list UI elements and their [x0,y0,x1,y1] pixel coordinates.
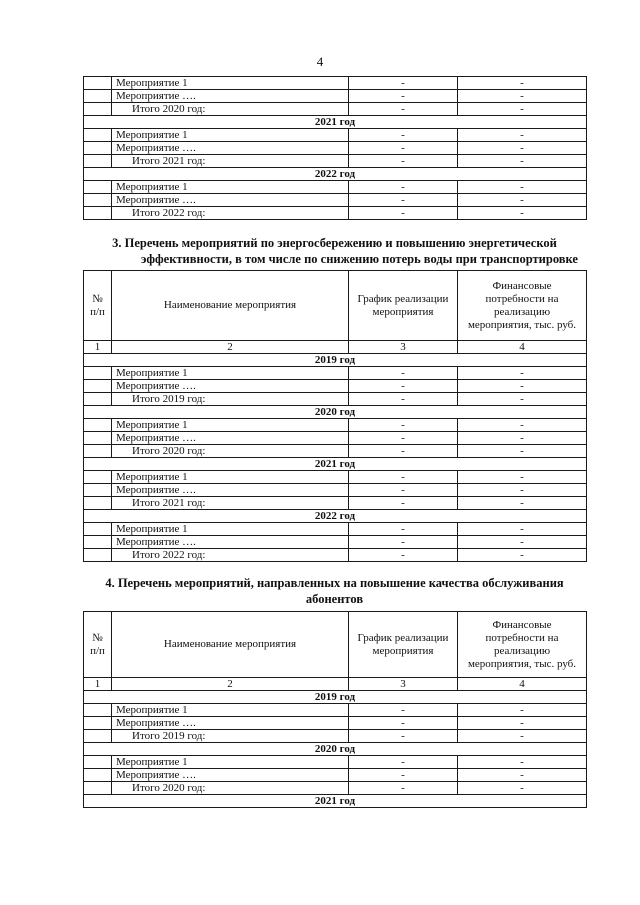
row-number-cell [84,445,112,458]
page-number: 4 [316,54,324,69]
table-row [84,380,587,393]
table-row [84,484,587,497]
row-number-cell [84,497,112,510]
col-number: 4 [458,678,587,691]
event-name-cell: Итого 2019 год: [112,730,349,743]
table-row [84,756,587,769]
finance-cell: - [458,523,587,536]
finance-cell: - [458,77,587,90]
table-row [84,471,587,484]
schedule-cell: - [349,194,458,207]
col-header-number: № п/п [84,271,112,341]
schedule-cell: - [349,730,458,743]
total-row [84,445,587,458]
schedule-cell: - [349,103,458,116]
year-label: 2022 год [84,510,587,523]
col-number: 1 [84,678,112,691]
schedule-cell: - [349,77,458,90]
finance-cell: - [458,497,587,510]
table-row [84,142,587,155]
event-name-cell: Мероприятие 1 [112,367,349,380]
event-name-cell: Итого 2020 год: [112,782,349,795]
section-4-title-line2: абонентов [305,592,364,606]
finance-cell: - [458,484,587,497]
event-name-cell: Итого 2020 год: [112,445,349,458]
event-name-cell: Мероприятие …. [112,536,349,549]
top-table [83,76,587,220]
event-name-cell: Мероприятие 1 [112,77,349,90]
section-4-table [83,611,587,808]
finance-cell: - [458,367,587,380]
schedule-cell: - [349,207,458,220]
event-name-cell: Мероприятие …. [112,142,349,155]
finance-cell: - [458,730,587,743]
schedule-cell: - [349,497,458,510]
event-name-cell: Мероприятие 1 [112,181,349,194]
row-number-cell [84,90,112,103]
col-header-schedule: График реализации мероприятия [349,612,458,678]
finance-cell: - [458,471,587,484]
table-row [84,181,587,194]
event-name-cell: Мероприятие 1 [112,523,349,536]
year-label: 2021 год [84,458,587,471]
total-row [84,782,587,795]
schedule-cell: - [349,155,458,168]
table-row [84,419,587,432]
column-numbers-row [84,341,587,354]
schedule-cell: - [349,769,458,782]
row-number-cell [84,730,112,743]
schedule-cell: - [349,523,458,536]
row-number-cell [84,471,112,484]
schedule-cell: - [349,367,458,380]
finance-cell: - [458,207,587,220]
row-number-cell [84,756,112,769]
row-number-cell [84,523,112,536]
event-name-cell: Мероприятие …. [112,769,349,782]
finance-cell: - [458,536,587,549]
schedule-cell: - [349,393,458,406]
event-name-cell: Мероприятие …. [112,380,349,393]
finance-cell: - [458,142,587,155]
row-number-cell [84,367,112,380]
row-number-cell [84,380,112,393]
row-number-cell [84,77,112,90]
col-number: 2 [112,341,349,354]
section-3-table [83,270,587,562]
year-row [84,168,587,181]
schedule-cell: - [349,471,458,484]
section-3-title-line2: эффективности, в том числе по снижению потерь воды при транспортировке [141,252,578,266]
schedule-cell: - [349,380,458,393]
table-row [84,194,587,207]
finance-cell: - [458,549,587,562]
col-number: 3 [349,678,458,691]
row-number-cell [84,782,112,795]
total-row [84,549,587,562]
year-label: 2021 год [84,116,587,129]
table-row [84,523,587,536]
event-name-cell: Итого 2022 год: [112,549,349,562]
row-number-cell [84,432,112,445]
event-name-cell: Мероприятие 1 [112,419,349,432]
schedule-cell: - [349,445,458,458]
table-row [84,704,587,717]
row-number-cell [84,704,112,717]
schedule-cell: - [349,142,458,155]
col-number: 4 [458,341,587,354]
event-name-cell: Мероприятие 1 [112,471,349,484]
year-row [84,510,587,523]
year-row [84,795,587,808]
finance-cell: - [458,181,587,194]
schedule-cell: - [349,756,458,769]
schedule-cell: - [349,181,458,194]
schedule-cell: - [349,782,458,795]
table-row [84,717,587,730]
schedule-cell: - [349,432,458,445]
schedule-cell: - [349,90,458,103]
year-row [84,116,587,129]
schedule-cell: - [349,129,458,142]
finance-cell: - [458,419,587,432]
total-row [84,207,587,220]
table-header-row [84,271,587,341]
col-number: 2 [112,678,349,691]
event-name-cell: Итого 2022 год: [112,207,349,220]
finance-cell: - [458,445,587,458]
table-row [84,77,587,90]
event-name-cell: Мероприятие 1 [112,129,349,142]
section-3-heading [83,235,586,267]
section-3-title-line1: 3. Перечень мероприятий по энергосбережению и повышению энергетической [112,236,557,250]
row-number-cell [84,769,112,782]
col-header-name: Наименование мероприятия [112,612,349,678]
table-row [84,536,587,549]
year-label: 2021 год [84,795,587,808]
event-name-cell: Итого 2020 год: [112,103,349,116]
schedule-cell: - [349,484,458,497]
schedule-cell: - [349,704,458,717]
year-row [84,691,587,704]
year-row [84,743,587,756]
table-header-row [84,612,587,678]
event-name-cell: Итого 2021 год: [112,155,349,168]
section-4-title-line1: 4. Перечень мероприятий, направленных на повышение качества обслуживания [105,576,564,590]
col-header-name: Наименование мероприятия [112,271,349,341]
row-number-cell [84,194,112,207]
table-row [84,432,587,445]
event-name-cell: Мероприятие 1 [112,756,349,769]
year-label: 2019 год [84,691,587,704]
schedule-cell: - [349,549,458,562]
total-row [84,497,587,510]
year-label: 2020 год [84,743,587,756]
event-name-cell: Итого 2021 год: [112,497,349,510]
row-number-cell [84,155,112,168]
event-name-cell: Мероприятие …. [112,484,349,497]
col-number: 3 [349,341,458,354]
finance-cell: - [458,717,587,730]
table-row [84,90,587,103]
finance-cell: - [458,432,587,445]
row-number-cell [84,142,112,155]
section-4-heading [83,575,586,607]
table-row [84,769,587,782]
column-numbers-row [84,678,587,691]
finance-cell: - [458,129,587,142]
event-name-cell: Мероприятие …. [112,90,349,103]
col-header-number: № п/п [84,612,112,678]
row-number-cell [84,536,112,549]
row-number-cell [84,181,112,194]
year-label: 2020 год [84,406,587,419]
finance-cell: - [458,393,587,406]
col-header-schedule: График реализации мероприятия [349,271,458,341]
year-label: 2022 год [84,168,587,181]
year-label: 2019 год [84,354,587,367]
finance-cell: - [458,194,587,207]
total-row [84,103,587,116]
table-row [84,367,587,380]
year-row [84,458,587,471]
row-number-cell [84,717,112,730]
col-header-finance: Финансовые потребности на реализацию мероприятия, тыс. руб. [458,612,587,678]
event-name-cell: Мероприятие …. [112,717,349,730]
row-number-cell [84,419,112,432]
col-header-finance: Финансовые потребности на реализацию мероприятия, тыс. руб. [458,271,587,341]
total-row [84,393,587,406]
finance-cell: - [458,756,587,769]
finance-cell: - [458,380,587,393]
schedule-cell: - [349,536,458,549]
finance-cell: - [458,782,587,795]
total-row [84,155,587,168]
row-number-cell [84,484,112,497]
table-row [84,129,587,142]
row-number-cell [84,103,112,116]
event-name-cell: Мероприятие …. [112,432,349,445]
finance-cell: - [458,155,587,168]
finance-cell: - [458,103,587,116]
event-name-cell: Мероприятие 1 [112,704,349,717]
row-number-cell [84,549,112,562]
row-number-cell [84,129,112,142]
finance-cell: - [458,704,587,717]
event-name-cell: Мероприятие …. [112,194,349,207]
total-row [84,730,587,743]
schedule-cell: - [349,717,458,730]
year-row [84,406,587,419]
schedule-cell: - [349,419,458,432]
row-number-cell [84,393,112,406]
finance-cell: - [458,90,587,103]
col-number: 1 [84,341,112,354]
year-row [84,354,587,367]
event-name-cell: Итого 2019 год: [112,393,349,406]
finance-cell: - [458,769,587,782]
row-number-cell [84,207,112,220]
